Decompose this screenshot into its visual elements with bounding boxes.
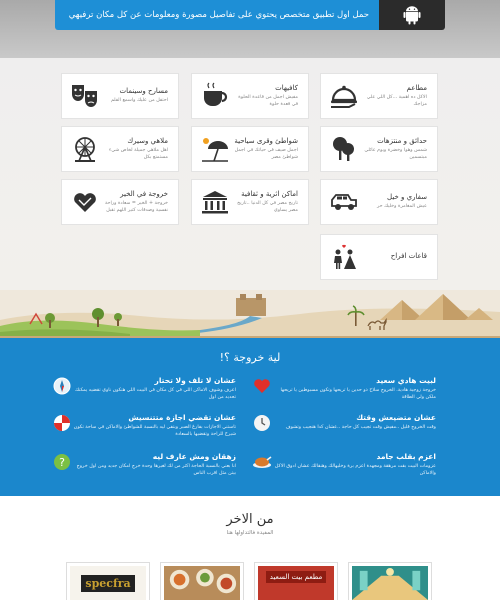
category-title: كافيهات (275, 84, 298, 93)
question-icon (52, 452, 72, 472)
category-desc: عيش المغامرة وخليك حر (376, 204, 427, 210)
category-desc: خروجة + الخير = سعادة وراحة نفسية وصدقات كتير اللهم تقبل (104, 201, 168, 213)
why-section-title: لية خروجة ؟! (219, 351, 281, 364)
category-title: ملاهي وسيرك (127, 137, 168, 146)
feature-happy-home (252, 376, 442, 402)
feature-title: عشان لا تلف ولا تحتار (154, 376, 236, 385)
category-title: شواطئ وقرى سياحية (234, 137, 298, 146)
svg-text:?: ? (59, 456, 65, 469)
feature-save-time (252, 413, 442, 433)
category-title: حدائق و منتزهات (377, 137, 427, 146)
feature-desc: اعرف وشوف الاماكن اللي في كل مكان في البيت اللي هتكون ناوي تقضيه يمكنك تحديد من اول (74, 388, 236, 400)
category-title: اماكن اثرية و ثقافية (241, 190, 298, 199)
heart-hands-icon (68, 185, 102, 219)
category-card-safari[interactable] (320, 179, 438, 225)
feature-desc: تاستني الاجازات بفارغ الصبر وبتفي ليه بالنسبة للشواطئ والاماكن في ساحة تكون شيرخ للراحة وتقضيها بالسعادة (73, 425, 236, 437)
latest-subtitle: المفيدة فالتداولها هنا (226, 530, 274, 536)
heart-icon (252, 376, 272, 396)
museum-icon (198, 185, 232, 219)
wedding-couple-icon (327, 240, 361, 274)
category-desc: مفيش اجمل من قاعدة الحلوة في قعدة حلوة (238, 95, 298, 107)
why-section (0, 338, 500, 496)
category-title: مطاعم (406, 84, 427, 93)
coffee-cup-icon (198, 79, 232, 113)
feature-vacation (52, 413, 242, 439)
feature-bored (52, 452, 242, 478)
android-icon[interactable] (379, 0, 445, 30)
category-desc: اهل ملاهي جميلة لخاص شيء مستمتع بكل (109, 148, 168, 160)
feature-title: عشان متضيعش وقتك (356, 413, 436, 422)
thumb-sign-text: مطعم بيت السعيد (266, 571, 326, 583)
jeep-icon (327, 185, 361, 219)
category-card-parks[interactable] (320, 126, 438, 172)
beach-ball-icon (52, 413, 72, 433)
feature-desc: انا بعني بالنسبة الحاجة اكثر من لك لغيرها وحدة خرج امكان جديد ومن اول خروج بيتن مثل اقرب الناس (76, 464, 236, 476)
feature-desc: وقت الخروج قليل ..مفيش وقت تجيب كل حاجة ..عشان كدا هنجيب وتشوف (285, 425, 436, 430)
beach-umbrella-icon (198, 132, 232, 166)
category-desc: اجمل صيف في حياتك في اجمل شواطئ مصر (234, 148, 298, 160)
top-hero (0, 0, 500, 58)
feature-invite (252, 452, 442, 478)
latest-section (0, 496, 500, 600)
category-desc: تاريخ مصر في كل الدنيا ..تاريخ مصر يساوي (237, 201, 298, 213)
category-card-beaches[interactable] (191, 126, 309, 172)
category-card-heritage[interactable] (191, 179, 309, 225)
latest-title: من الاخر (226, 512, 274, 527)
category-title: قاعات افراح (390, 251, 427, 260)
ferris-wheel-icon (68, 132, 102, 166)
thumb-logo-text: specfra (81, 575, 134, 592)
serving-dish-icon (327, 79, 361, 113)
category-title: مسارح وسينمات (119, 87, 168, 96)
feature-title: عشان تقضي اجازة متتنسيش (128, 413, 236, 422)
category-title: خروجة في الخير (120, 190, 168, 199)
latest-thumb-1[interactable] (66, 562, 150, 600)
food-plates-image (164, 566, 240, 600)
trees-icon (327, 132, 361, 166)
hall-interior-image (352, 566, 428, 600)
category-card-weddings[interactable] (320, 234, 438, 280)
desert-landscape-illustration (0, 290, 500, 338)
clock-icon (252, 413, 272, 433)
category-card-restaurants[interactable] (320, 73, 438, 119)
category-card-cafes[interactable] (191, 73, 309, 119)
feature-title: زهقان ومش عارف ليه (152, 452, 236, 461)
latest-thumb-4[interactable] (348, 562, 432, 600)
feature-no-wandering (52, 376, 242, 402)
compass-icon (52, 376, 72, 396)
feature-title: لبيت هادي سعيد (376, 376, 436, 385)
latest-thumb-3[interactable] (254, 562, 338, 600)
category-desc: الاكل ده اهمية ...كل اللي علي مزاجك (366, 95, 427, 107)
theater-masks-icon (68, 79, 102, 113)
feature-desc: خروجة زوجية هادية. الخروج سلاح ذو حدين يا تريحها وتكون مسبوطين يا تريحها ملكن ولي الطاقة (280, 388, 436, 400)
category-desc: شمس وهوا وخضرة ويوم عائلي مبتسمين (364, 148, 427, 160)
feature-desc: عزومات البيت بقت مرهقة ومجهدة اعزم برة وخليهالك وهنقالك عشان ادوق الاكل والاماكن (274, 464, 436, 476)
category-card-charity[interactable] (61, 179, 179, 225)
app-download-banner[interactable] (55, 0, 445, 30)
category-title: سفاري و خيل (387, 193, 427, 202)
category-card-amusement[interactable] (61, 126, 179, 172)
roast-chicken-icon (252, 452, 272, 472)
app-banner-text: حمل اول تطبيق متخصص يحتوي على تفاصيل مصورة ومعلومات عن كل مكان ترفيهي (55, 0, 379, 30)
feature-title: اعزم بقلب جامد (376, 452, 436, 461)
latest-thumb-2[interactable] (160, 562, 244, 600)
category-card-theaters[interactable] (61, 73, 179, 119)
category-desc: احتفل من عليك واسمع الفلم (110, 98, 168, 104)
